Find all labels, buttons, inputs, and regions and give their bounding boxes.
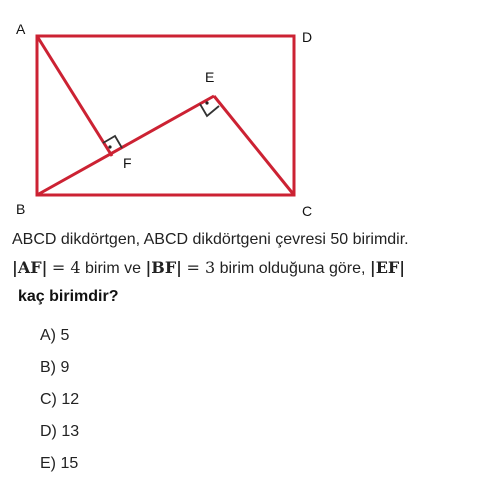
question-line-2 [12,258,405,278]
label-a: A [16,21,26,37]
option-a[interactable] [40,326,79,358]
geometry-figure [0,0,500,230]
answer-options [40,326,79,486]
question-text-3: kaç birimdir? [18,288,119,305]
af-length-label: |AF| [12,258,48,277]
bf-length-value: = 3 [186,258,216,277]
option-letter: B) [40,359,56,376]
option-value: 5 [60,327,70,344]
bf-length-label: |BF| [145,258,182,277]
question-mid-text-2: birim olduğuna göre, [219,260,366,277]
option-value: 9 [60,359,70,376]
option-letter: C) [40,391,57,408]
option-value: 13 [61,423,80,440]
option-letter: A) [40,327,56,344]
option-d[interactable] [40,422,79,454]
option-letter: D) [40,423,57,440]
label-d: D [302,29,313,45]
question-text-1: ABCD dikdörtgen, ABCD dikdörtgeni çevresi 50 birimdir. [12,231,409,248]
rectangle-abcd [37,36,294,195]
option-e[interactable] [40,454,79,486]
option-value: 15 [60,455,79,472]
question-line-1 [12,231,409,249]
option-letter: E) [40,455,56,472]
question-mid-text-1: birim ve [85,260,142,277]
label-c: C [302,203,313,219]
label-f: F [123,155,132,171]
option-c[interactable] [40,390,79,422]
label-e: E [205,69,215,85]
option-b[interactable] [40,358,79,390]
segment-ec [214,96,294,195]
ef-length-label: |EF| [369,258,406,277]
option-value: 12 [61,391,80,408]
af-length-value: = 4 [51,258,81,277]
label-b: B [16,201,26,217]
segment-be [37,96,214,195]
question-line-3 [18,288,118,306]
segment-af [37,36,112,156]
